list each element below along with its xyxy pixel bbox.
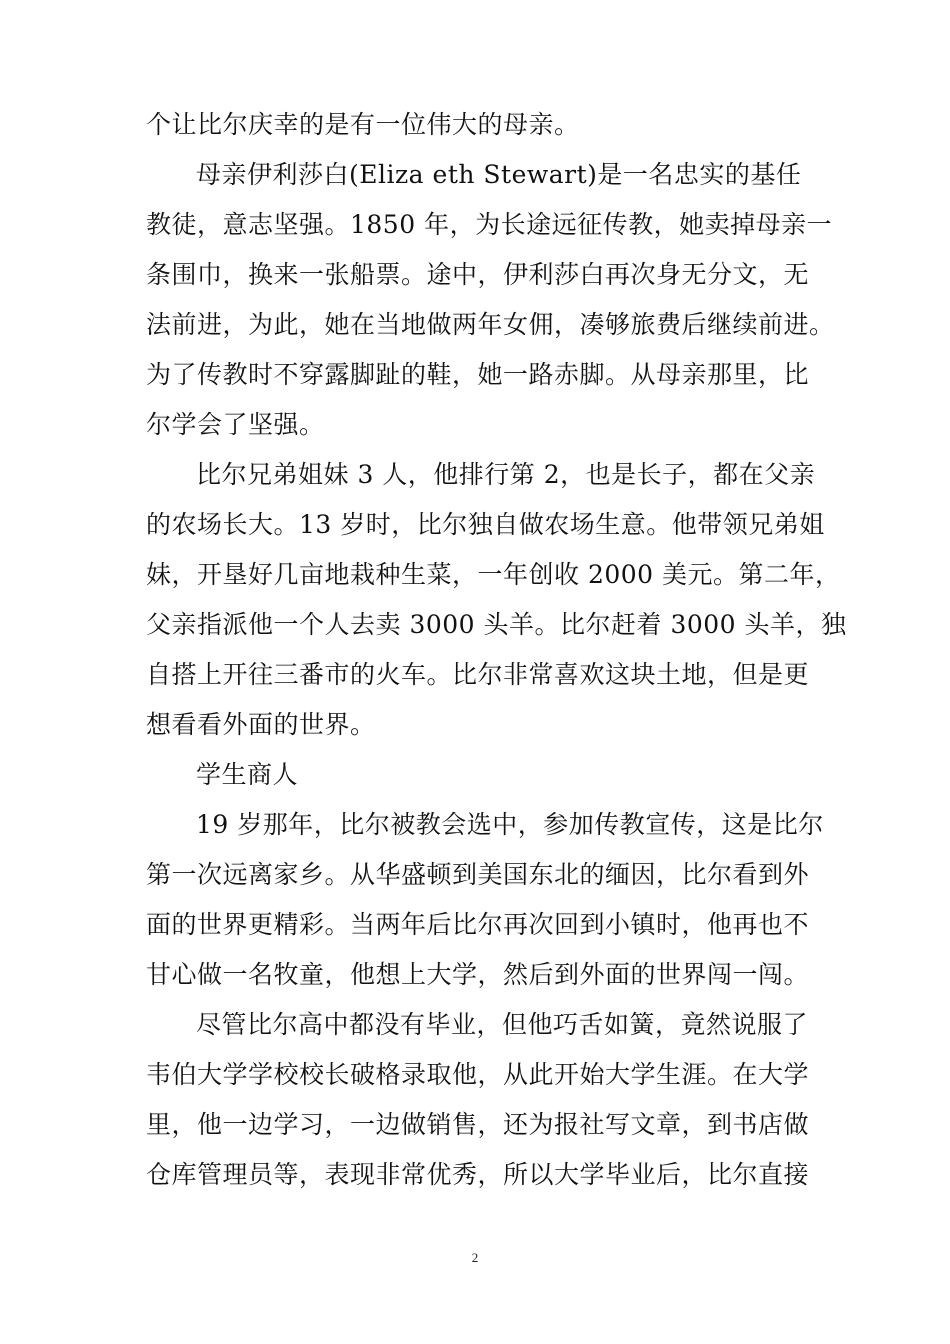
text-line: 第一次远离家乡。从华盛顿到美国东北的缅因，比尔看到外 [146, 860, 810, 889]
text-line: 父亲指派他一个人去卖 3000 头羊。比尔赶着 3000 头羊，独 [146, 610, 847, 639]
text-line: 想看看外面的世界。 [146, 710, 376, 739]
section-heading: 学生商人 [196, 760, 299, 789]
text-line: 个让比尔庆幸的是有一位伟大的母亲。 [146, 110, 580, 139]
text-line: 自搭上开往三番市的火车。比尔非常喜欢这块土地，但是更 [146, 660, 810, 689]
text-line: 面的世界更精彩。当两年后比尔再次回到小镇时，他再也不 [146, 910, 810, 939]
page-number: 2 [471, 1250, 479, 1265]
text-line: 条围巾，换来一张船票。途中，伊利莎白再次身无分文，无 [146, 260, 810, 289]
text-line: 尽管比尔高中都没有毕业，但他巧舌如簧，竟然说服了 [196, 1010, 809, 1039]
text-line: 甘心做一名牧童，他想上大学，然后到外面的世界闯一闯。 [146, 960, 810, 989]
text-line: 教徒，意志坚强。1850 年，为长途远征传教，她卖掉母亲一 [146, 210, 833, 239]
text-line: 比尔兄弟姐妹 3 人，他排行第 2，也是长子，都在父亲 [196, 460, 816, 489]
text-line: 母亲伊利莎白(Eliza eth Stewart)是一名忠实的基任 [196, 160, 802, 189]
text-line: 韦伯大学学校校长破格录取他，从此开始大学生涯。在大学 [146, 1060, 810, 1089]
text-line: 法前进，为此，她在当地做两年女佣，凑够旅费后继续前进。 [146, 310, 835, 339]
text-line: 仓库管理员等，表现非常优秀，所以大学毕业后，比尔直接 [146, 1160, 810, 1189]
text-line: 为了传教时不穿露脚趾的鞋，她一路赤脚。从母亲那里，比 [146, 360, 810, 389]
text-line: 里，他一边学习，一边做销售，还为报社写文章，到书店做 [146, 1110, 810, 1139]
text-line: 妹，开垦好几亩地栽种生菜，一年创收 2000 美元。第二年， [146, 560, 841, 589]
text-line: 的农场长大。13 岁时，比尔独自做农场生意。他带领兄弟姐 [146, 510, 825, 539]
text-line: 19 岁那年，比尔被教会选中，参加传教宣传，这是比尔 [196, 810, 824, 839]
text-line: 尔学会了坚强。 [146, 410, 325, 439]
